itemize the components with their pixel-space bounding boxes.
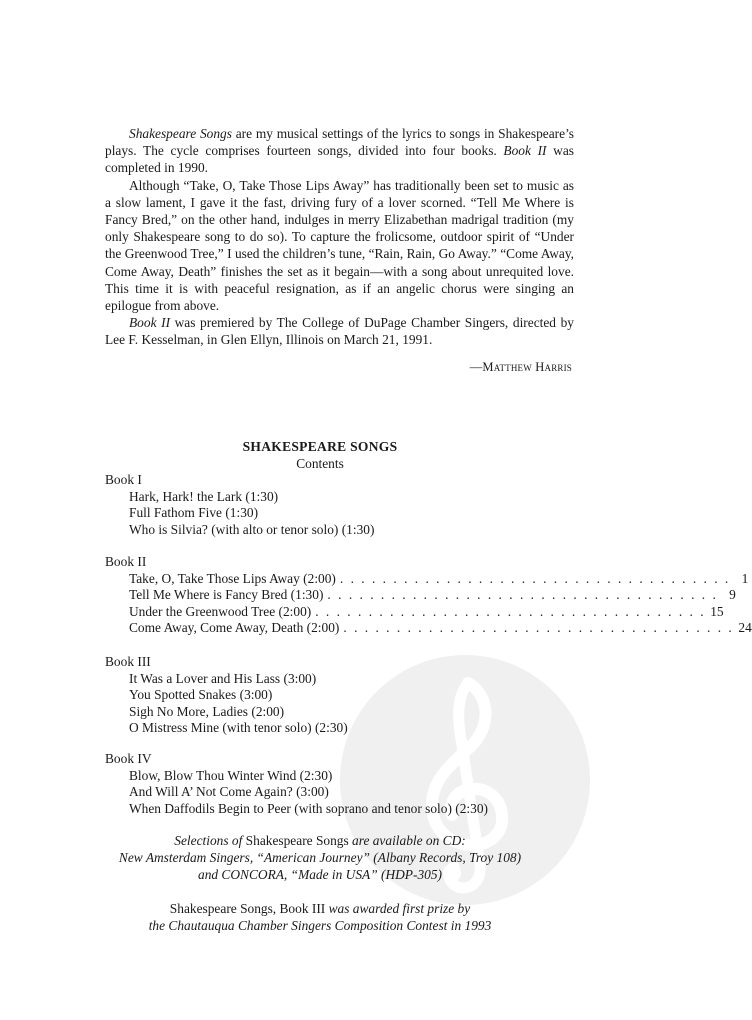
signature-text: —Matthew Harris bbox=[469, 360, 572, 374]
award-note-text: was awarded first prize by bbox=[325, 901, 471, 916]
cd-note-line-1 bbox=[0, 832, 640, 849]
song-item bbox=[105, 687, 545, 704]
song-title: Take, O, Take Those Lips Away (2:00) bbox=[129, 570, 336, 586]
song-title: Come Away, Come Away, Death (2:00) bbox=[129, 620, 340, 635]
song-title: You Spotted Snakes (3:00) bbox=[129, 687, 273, 702]
song-title: And Will A’ Not Come Again? (3:00) bbox=[129, 784, 329, 799]
song-item bbox=[105, 570, 749, 588]
song-title: Blow, Blow Thou Winter Wind (2:30) bbox=[129, 767, 333, 783]
intro-paragraph-1 bbox=[105, 125, 574, 177]
song-title: Sigh No More, Ladies (2:00) bbox=[129, 703, 285, 719]
song-item bbox=[105, 620, 752, 637]
intro-text bbox=[105, 125, 574, 349]
cd-note-text: New Amsterdam Singers, “American Journey” (Albany Records, Troy 108) bbox=[118, 850, 522, 865]
intro-paragraph-1-text: are my musical settings of the lyrics to songs in Shakespeare’s plays. The cycle comprises fourteen songs, divided into four books. bbox=[105, 126, 574, 159]
song-title: O Mistress Mine (with tenor solo) (2:30) bbox=[129, 720, 348, 735]
book-1 bbox=[105, 472, 545, 538]
page-number: 15 bbox=[710, 603, 724, 619]
song-item bbox=[105, 720, 545, 737]
award-note-text: the Chautauqua Chamber Singers Composition Contest in 1993 bbox=[148, 918, 492, 933]
song-title: Full Fathom Five (1:30) bbox=[129, 505, 259, 520]
title-reference: Shakespeare Songs bbox=[129, 126, 232, 141]
cd-note-text: and CONCORA, “Made in USA” (HDP-305) bbox=[198, 867, 442, 882]
song-item bbox=[105, 587, 736, 604]
song-title: Hark, Hark! the Lark (1:30) bbox=[129, 488, 279, 504]
song-item bbox=[105, 505, 545, 522]
page-number: 1 bbox=[741, 570, 749, 586]
author-signature bbox=[470, 360, 572, 375]
dot-leader: . . . . . . . . . . . . . . . . . . . . . . . . . . . . . . . . . . . . . bbox=[339, 570, 731, 586]
contents-subheading: Contents bbox=[296, 456, 344, 471]
song-title: Under the Greenwood Tree (2:00) bbox=[129, 603, 312, 619]
book-title: Book IV bbox=[105, 751, 152, 766]
song-item bbox=[105, 801, 545, 818]
cd-note-text: are available on CD: bbox=[348, 833, 466, 848]
song-item bbox=[105, 768, 545, 785]
song-item bbox=[105, 489, 545, 506]
book-reference: Book II bbox=[129, 315, 171, 331]
page-number: 24 bbox=[738, 620, 752, 635]
dot-leader: . . . . . . . . . . . . . . . . . . . . . . . . . . . . . . . . . . . . . bbox=[315, 603, 706, 619]
song-title: Tell Me Where is Fancy Bred (1:30) bbox=[129, 587, 324, 602]
song-item bbox=[105, 784, 545, 801]
book-4 bbox=[105, 751, 545, 817]
award-note bbox=[0, 900, 640, 934]
intro-paragraph-2: Although “Take, O, Take Those Lips Away” has traditionally been set to music as a slow lament, I gave it the fast, driving fury of a lover scorned. “Tell Me Where is Fancy Bred,” on the other hand, indulges in merry Elizabethan madrigal tradition (my only Shakespeare song to do so). To capture the frolicsome, outdoor spirit of “Under the Greenwood Tree,” I used the children’s tune, “Rain, Rain, Go Away.” “Come Away, Come Away, Death” finishes the set as it begain—with a song about unrequited love. This time it is with peaceful resignation, as if an angelic chorus were singing an epilogue from above. bbox=[105, 177, 574, 314]
song-item bbox=[105, 671, 545, 688]
award-note-title: Shakespeare Songs, Book III bbox=[169, 901, 326, 916]
book-reference: Book II bbox=[503, 143, 547, 159]
cd-note-title: Shakespeare Songs bbox=[245, 833, 349, 848]
song-title: It Was a Lover and His Lass (3:00) bbox=[129, 670, 317, 686]
contents-heading: SHAKESPEARE SONGS bbox=[242, 439, 398, 454]
book-title: Book I bbox=[105, 472, 142, 487]
award-note-line-1 bbox=[0, 900, 640, 917]
page-number: 9 bbox=[729, 587, 736, 602]
dot-leader: . . . . . . . . . . . . . . . . . . . . . . . . . . . . . . . . . . . . . bbox=[327, 587, 718, 602]
intro-paragraph-3-text: was premiered by The College of DuPage Chamber Singers, directed by Lee F. Kesselman, in Glen Ellyn, Illinois on March 21, 1991. bbox=[105, 315, 574, 348]
book-title: Book III bbox=[105, 654, 151, 669]
cd-availability-note bbox=[0, 832, 640, 883]
song-title: Who is Silvia? (with alto or tenor solo) (1:30) bbox=[129, 521, 375, 537]
dot-leader: . . . . . . . . . . . . . . . . . . . . . . . . . . . . . . . . . . . . . bbox=[343, 620, 734, 635]
song-item bbox=[105, 704, 545, 721]
song-item bbox=[105, 603, 724, 621]
cd-note-line-3 bbox=[0, 866, 640, 883]
book-3 bbox=[105, 654, 545, 737]
book-2 bbox=[105, 554, 752, 637]
intro-paragraph-1-tail: was completed in 1990. bbox=[105, 143, 574, 176]
award-note-line-2 bbox=[0, 917, 640, 934]
cd-note-text: Selections of bbox=[174, 833, 246, 848]
song-title: When Daffodils Begin to Peer (with soprano and tenor solo) (2:30) bbox=[129, 800, 488, 816]
book-title: Book II bbox=[105, 554, 147, 569]
song-item bbox=[105, 522, 545, 539]
intro-paragraph-3 bbox=[105, 314, 574, 348]
cd-note-line-2 bbox=[0, 849, 640, 866]
